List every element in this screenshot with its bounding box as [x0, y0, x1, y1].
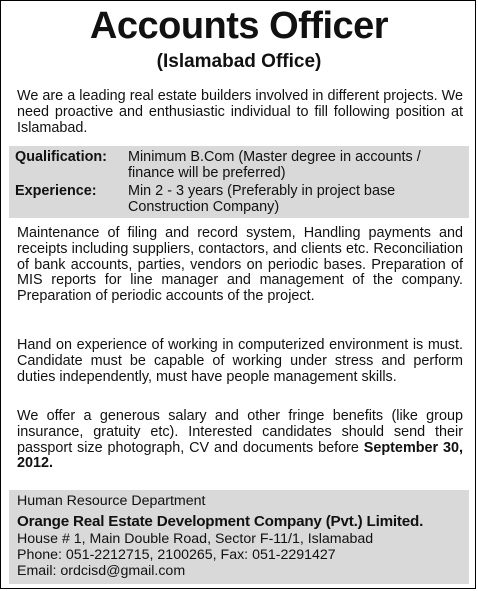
skills-paragraph: Hand on experience of working in computerized environment is must. Candidate must be capable of working under stress and perform duties independently, must have people management skills.: [17, 337, 463, 385]
deadline-date: September 30, 2012.: [17, 439, 463, 472]
intro-paragraph: We are a leading real estate builders involved in different projects. We need proactive and enthusiastic individual to fill following position at Islamabad.: [17, 88, 463, 136]
ad-subtitle: (Islamabad Office): [156, 51, 322, 72]
hr-department: Human Resource Department: [17, 493, 206, 509]
contact-box: [9, 490, 469, 584]
ad-title: Accounts Officer: [89, 5, 389, 47]
qualification-value: Minimum B.Com (Master degree in accounts / finance will be preferred): [128, 149, 421, 181]
phone-line: Phone: 051-2212715, 2100265, Fax: 051-2291427: [17, 547, 336, 563]
requirements-box: [9, 146, 469, 218]
experience-value: Min 2 - 3 years (Preferably in project base Construction Company): [128, 183, 396, 215]
email-line: Email: ordcisd@gmail.com: [17, 563, 186, 579]
qualification-label: Qualification:: [15, 149, 107, 165]
offer-text: We offer a generous salary and other fringe benefits (like group insurance, gratuity etc). Interested candidates should send their passport size photograph, CV and documents before: [17, 408, 463, 456]
experience-label: Experience:: [15, 183, 97, 199]
duties-paragraph: Maintenance of filing and record system, Handling payments and receipts including suppliers, contactors, and clients etc. Reconciliation of bank accounts, parties, vendors on periodic bases. Preparation of MIS reports for line manager and management of the company. Preparation of periodic accounts of the project.: [17, 225, 463, 305]
company-name: Orange Real Estate Development Company (Pvt.) Limited.: [17, 513, 424, 530]
offer-paragraph: [17, 409, 463, 472]
address-line: House # 1, Main Double Road, Sector F-11/1, Islamabad: [17, 531, 374, 547]
